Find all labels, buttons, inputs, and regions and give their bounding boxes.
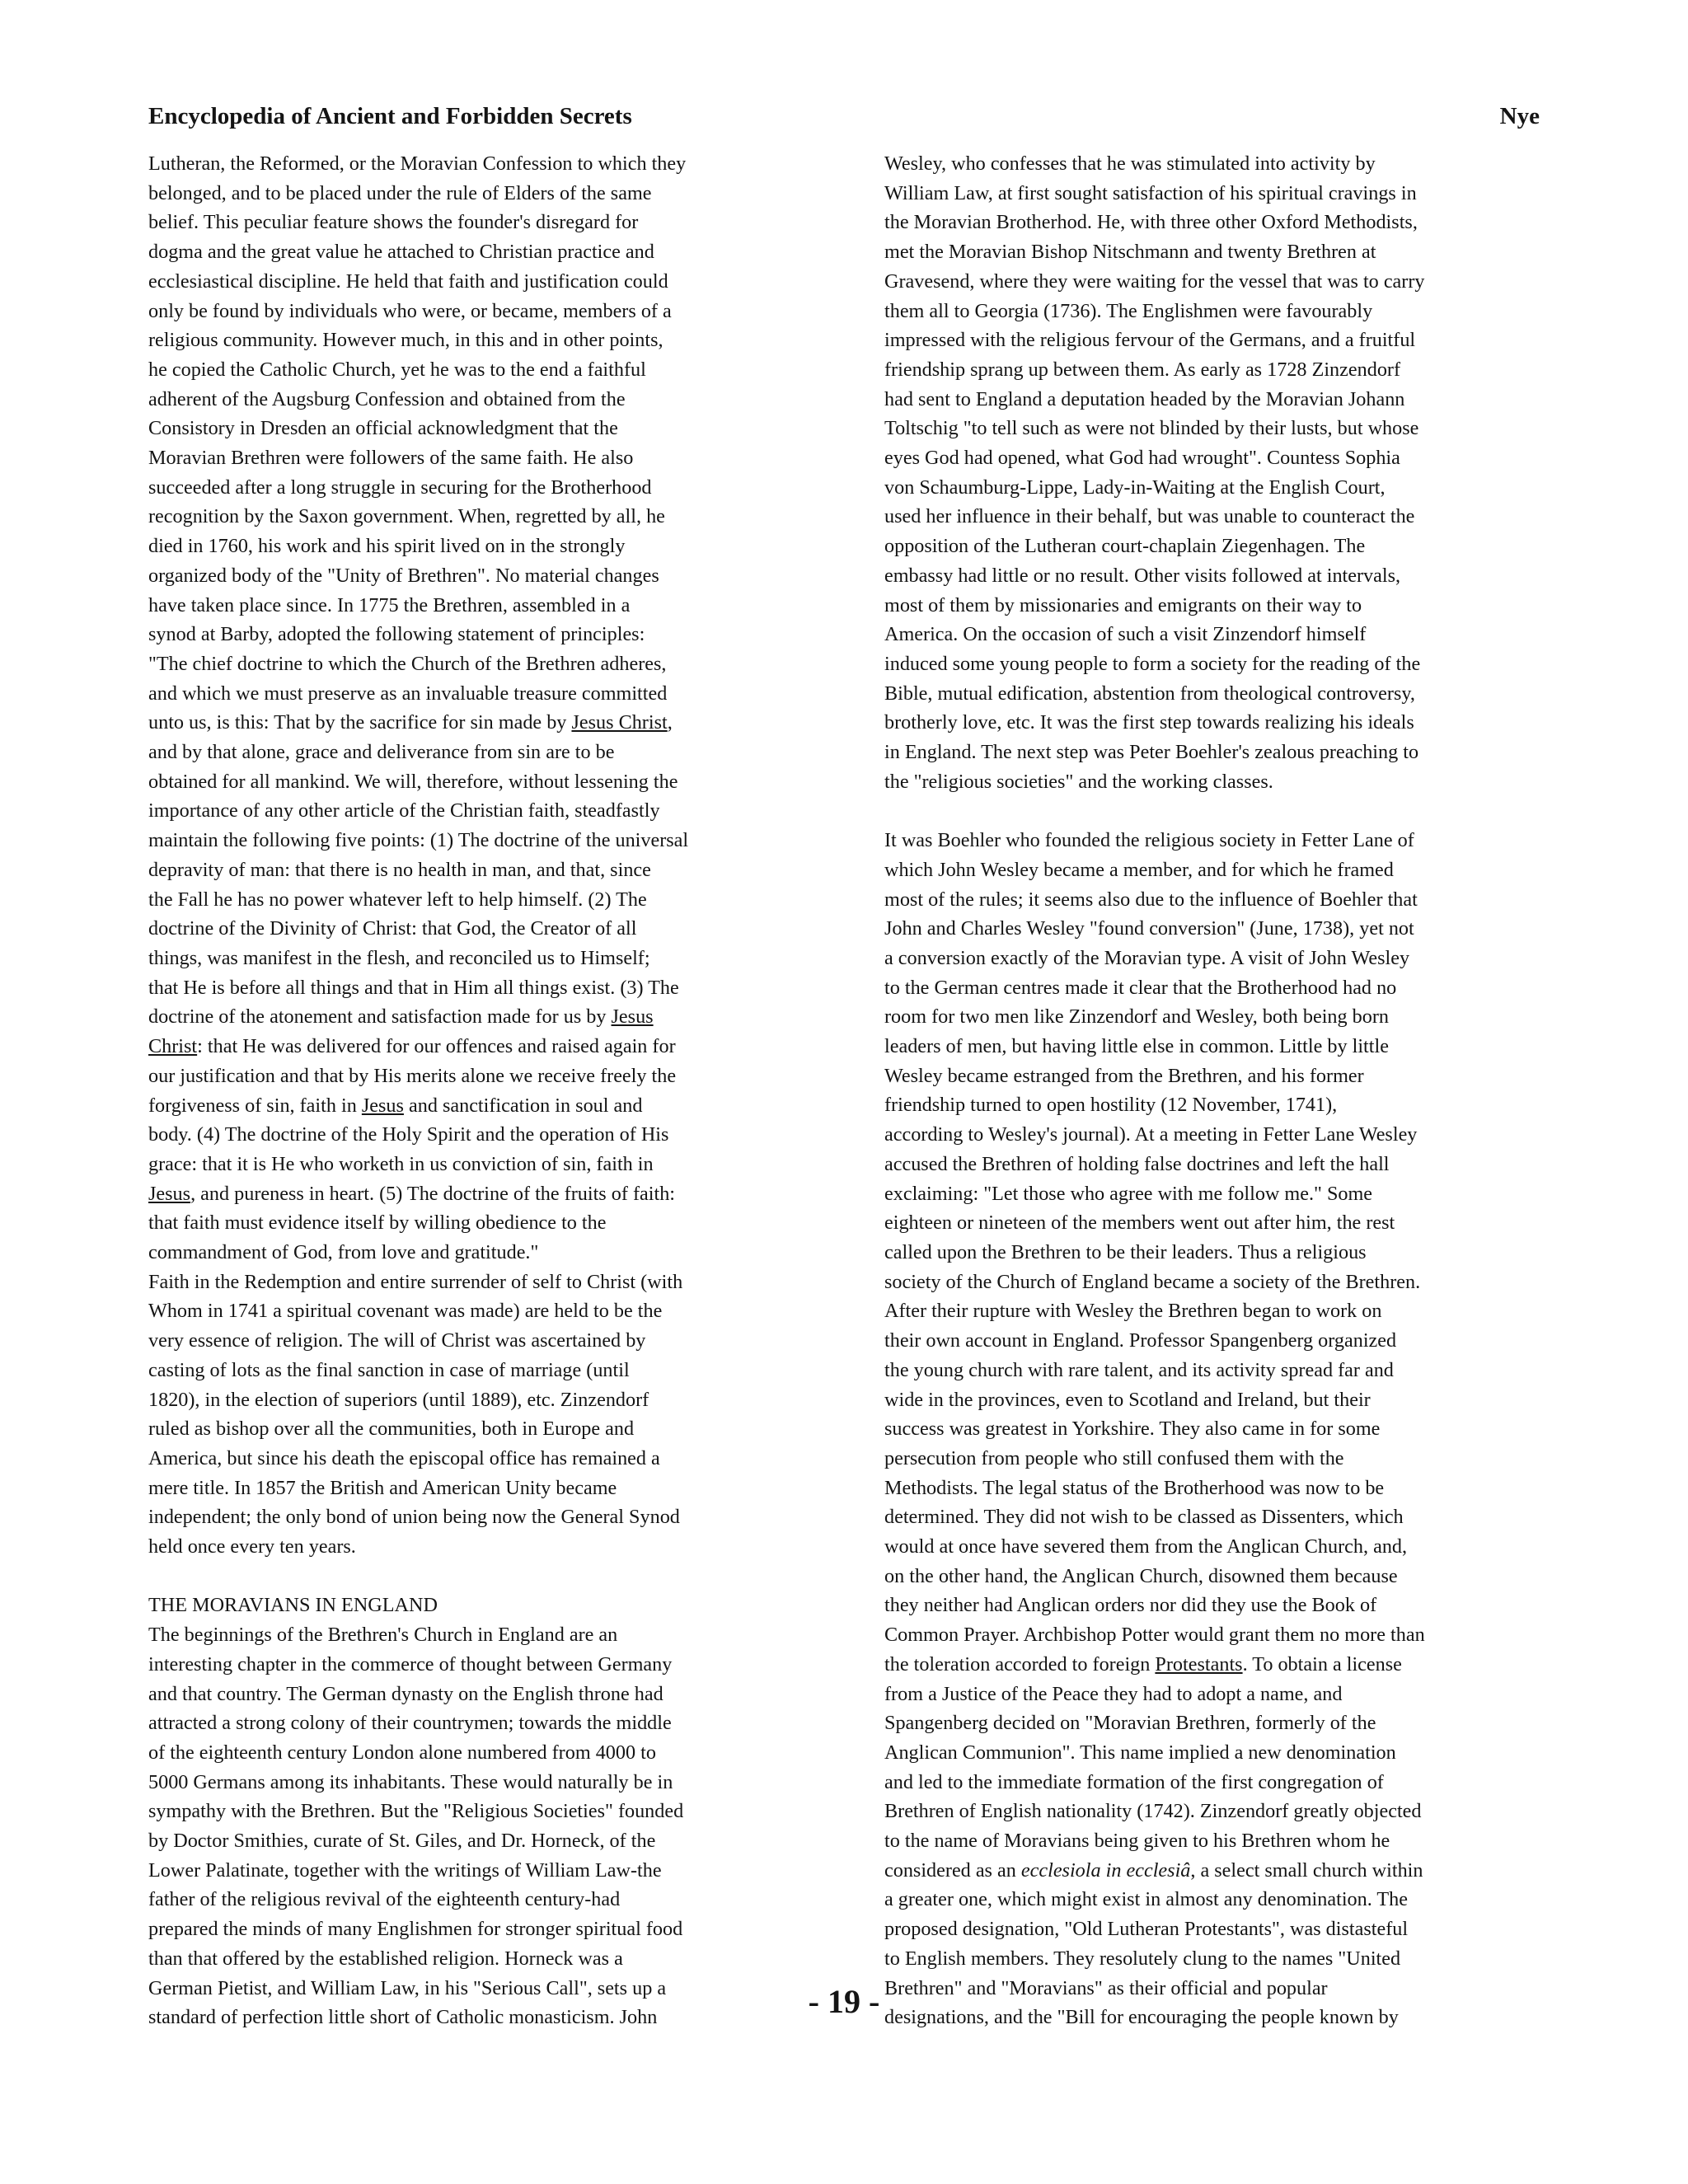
text-line: friendship sprang up between them. As early as 1728 Zinzendorf	[884, 358, 1401, 381]
italic-latin-phrase: ecclesiola in ecclesiâ	[1020, 1858, 1191, 1882]
text-line: Gravesend, where they were waiting for the vessel that was to carry	[884, 269, 1425, 293]
text-line: succeeded after a long struggle in securing for the Brotherhood	[148, 476, 652, 499]
text-line: Moravian Brethren were followers of the same faith. He also	[148, 447, 634, 470]
text-line: and led to the immediate formation of the first congregation of	[884, 1770, 1384, 1793]
text-line: persecution from people who still confused them with the	[884, 1446, 1344, 1469]
text-line: 1820), in the election of superiors (until 1889), etc. Zinzendorf	[148, 1388, 649, 1411]
text-line: prepared the minds of many Englishmen for stronger spiritual food	[148, 1918, 683, 1941]
paragraph-gap	[884, 796, 1544, 826]
text-line: leaders of men, but having little else in common. Little by little	[884, 1035, 1389, 1058]
text-line: had sent to England a deputation headed by the Moravian Johann	[884, 387, 1405, 410]
text-line: Toltschig "to tell such as were not blinded by their lusts, but whose	[884, 417, 1419, 440]
text-line: held once every ten years.	[148, 1535, 356, 1558]
text-line: met the Moravian Bishop Nitschmann and twenty Brethren at	[884, 241, 1376, 264]
text-line	[884, 1856, 1544, 1886]
text-line: room for two men like Zinzendorf and Wesley, both being born	[884, 1005, 1389, 1029]
text-line: eighteen or nineteen of the members went out after him, the rest	[884, 1212, 1395, 1235]
text-line: Brethren" and "Moravians" as their official and popular	[884, 1976, 1328, 1999]
text-line: by Doctor Smithies, curate of St. Giles, and Dr. Horneck, of the	[148, 1830, 656, 1853]
text-segment: , and pureness in heart. (5) The doctrine of the fruits of faith:	[190, 1182, 676, 1205]
text-line: a greater one, which might exist in almost any denomination. The	[884, 1888, 1408, 1911]
text-line: on the other hand, the Anglican Church, disowned them because	[884, 1564, 1398, 1587]
text-line: accused the Brethren of holding false doctrines and left the hall	[884, 1152, 1390, 1175]
text-line: and that country. The German dynasty on the English throne had	[148, 1682, 663, 1705]
text-line: mere title. In 1857 the British and American Unity became	[148, 1476, 617, 1499]
text-line: interesting chapter in the commerce of thought between Germany	[148, 1652, 673, 1675]
text-line: America. On the occasion of such a visit Zinzendorf himself	[884, 623, 1367, 646]
text-line: things, was manifest in the flesh, and reconciled us to Himself;	[148, 946, 650, 969]
text-line: religious community. However much, in this and in other points,	[148, 329, 663, 352]
text-line: induced some young people to form a society for the reading of the	[884, 652, 1421, 675]
text-segment: . To obtain a license	[1242, 1652, 1402, 1675]
text-segment: doctrine of the atonement and satisfaction made for us by	[148, 1005, 607, 1029]
text-line: 5000 Germans among its inhabitants. These would naturally be in	[148, 1770, 673, 1793]
text-line: Methodists. The legal status of the Brotherhood was now to be	[884, 1476, 1385, 1499]
text-line: them all to Georgia (1736). The Englishmen were favourably	[884, 299, 1373, 322]
paragraph-gap	[148, 1562, 799, 1591]
text-line: brotherly love, etc. It was the first step towards realizing his ideals	[884, 711, 1414, 734]
text-line: belonged, and to be placed under the rule of Elders of the same	[148, 181, 652, 204]
text-line: according to Wesley's journal). At a meeting in Fetter Lane Wesley	[884, 1123, 1418, 1146]
text-line: German Pietist, and William Law, in his "Serious Call", sets up a	[148, 1976, 667, 1999]
text-line: only be found by individuals who were, or became, members of a	[148, 299, 672, 322]
text-line: of the eighteenth century London alone numbered from 4000 to	[148, 1741, 656, 1764]
text-line: Common Prayer. Archbishop Potter would grant them no more than	[884, 1624, 1425, 1647]
text-line: would at once have severed them from the Anglican Church, and,	[884, 1535, 1408, 1558]
text-line: "The chief doctrine to which the Church of the Brethren adheres,	[148, 652, 667, 675]
text-line: grace: that it is He who worketh in us conviction of sin, faith in	[148, 1152, 654, 1175]
text-line: Lutheran, the Reformed, or the Moravian Confession to which they	[148, 152, 687, 175]
link-jesus-christ[interactable]: Jesus Christ	[571, 711, 668, 734]
text-line: society of the Church of England became a society of the Brethren.	[884, 1270, 1421, 1293]
text-line: attracted a strong colony of their countrymen; towards the middle	[148, 1712, 672, 1735]
text-line: wide in the provinces, even to Scotland and Ireland, but their	[884, 1388, 1371, 1411]
text-segment: unto us, is this: That by the sacrifice for sin made by	[148, 711, 567, 734]
text-line: he copied the Catholic Church, yet he was to the end a faithful	[148, 358, 646, 381]
text-line: to the name of Moravians being given to his Brethren whom he	[884, 1830, 1390, 1853]
text-line: Spangenberg decided on "Moravian Brethren, formerly of the	[884, 1712, 1376, 1735]
text-segment: ,	[667, 711, 673, 734]
text-line: to the German centres made it clear that the Brotherhood had no	[884, 976, 1397, 999]
text-line: very essence of religion. The will of Christ was ascertained by	[148, 1329, 646, 1352]
text-line: that He is before all things and that in Him all things exist. (3) The	[148, 976, 679, 999]
text-line: It was Boehler who founded the religious society in Fetter Lane of	[884, 829, 1414, 852]
text-segment: forgiveness of sin, faith in	[148, 1094, 357, 1117]
text-line: used her influence in their behalf, but was unable to counteract the	[884, 505, 1415, 528]
text-line: our justification and that by His merits alone we receive freely the	[148, 1064, 677, 1087]
text-line: After their rupture with Wesley the Brethren began to work on	[884, 1300, 1382, 1323]
text-line: adherent of the Augsburg Confession and obtained from the	[148, 387, 626, 410]
text-line: Anglican Communion". This name implied a new denomination	[884, 1741, 1396, 1764]
text-line: in England. The next step was Peter Boehler's zealous preaching to	[884, 741, 1419, 764]
text-line: eyes God had opened, what God had wrought". Countess Sophia	[884, 447, 1400, 470]
text-segment: , a select small church within	[1190, 1858, 1423, 1882]
text-line: success was greatest in Yorkshire. They also came in for some	[884, 1418, 1381, 1441]
text-segment: considered as an	[884, 1858, 1016, 1882]
text-line: father of the religious revival of the eighteenth century-had	[148, 1888, 621, 1911]
text-segment: the toleration accorded to foreign	[884, 1652, 1151, 1675]
text-line: called upon the Brethren to be their leaders. Thus a religious	[884, 1241, 1367, 1263]
text-line: their own account in England. Professor Spangenberg organized	[884, 1329, 1397, 1352]
text-line: impressed with the religious fervour of the Germans, and a fruitful	[884, 329, 1416, 352]
text-line: recognition by the Saxon government. When, regretted by all, he	[148, 505, 665, 528]
text-line: which John Wesley became a member, and for which he framed	[884, 858, 1394, 881]
link-christ[interactable]: Christ	[148, 1035, 198, 1058]
text-segment: : that He was delivered for our offences and raised again for	[197, 1035, 676, 1058]
running-header-author: Nye	[1499, 103, 1540, 129]
text-line: to English members. They resolutely clung to the names "United	[884, 1947, 1401, 1970]
text-line: America, but since his death the episcopal office has remained a	[148, 1446, 660, 1469]
text-line: friendship turned to open hostility (12 November, 1741),	[884, 1094, 1338, 1117]
text-line: the "religious societies" and the working classes.	[884, 770, 1273, 793]
text-line: John and Charles Wesley "found conversion" (June, 1738), yet not	[884, 917, 1414, 940]
text-line: von Schaumburg-Lippe, Lady-in-Waiting at the English Court,	[884, 476, 1386, 499]
text-line: designations, and the "Bill for encouraging the people known by	[884, 2006, 1399, 2029]
text-line: commandment of God, from love and gratitude."	[148, 1241, 539, 1264]
text-line: body. (4) The doctrine of the Holy Spirit and the operation of His	[148, 1123, 669, 1146]
text-line: independent; the only bond of union being now the General Synod	[148, 1506, 680, 1529]
section-heading: THE MORAVIANS IN ENGLAND	[148, 1594, 438, 1617]
text-line: organized body of the "Unity of Brethren". No material changes	[148, 564, 659, 587]
link-protestants[interactable]: Protestants	[1155, 1652, 1243, 1675]
text-line: the young church with rare talent, and its activity spread far and	[884, 1358, 1394, 1381]
text-line: the Fall he has no power whatever left to help himself. (2) The	[148, 888, 647, 911]
text-line	[148, 1032, 799, 1062]
text-line: opposition of the Lutheran court-chaplain Ziegenhagen. The	[884, 535, 1366, 558]
running-header-title: Encyclopedia of Ancient and Forbidden Secrets	[148, 103, 632, 129]
text-line: obtained for all mankind. We will, therefore, without lessening the	[148, 770, 678, 793]
text-line: they neither had Anglican orders nor did they use the Book of	[884, 1594, 1377, 1617]
text-line: William Law, at first sought satisfaction of his spiritual cravings in	[884, 181, 1417, 204]
text-line	[148, 1179, 799, 1209]
text-line: dogma and the great value he attached to Christian practice and	[148, 241, 654, 264]
text-segment: and sanctification in soul and	[408, 1094, 643, 1117]
text-line: synod at Barby, adopted the following statement of principles:	[148, 623, 645, 646]
text-line	[148, 2032, 799, 2062]
link-jesus[interactable]: Jesus	[611, 1005, 654, 1029]
text-line: ruled as bishop over all the communities, both in Europe and	[148, 1418, 635, 1441]
text-line: the Moravian Brotherhod. He, with three other Oxford Methodists,	[884, 211, 1418, 234]
text-line: from a Justice of the Peace they had to adopt a name, and	[884, 1682, 1343, 1705]
text-line: determined. They did not wish to be classed as Dissenters, which	[884, 1506, 1404, 1529]
text-line: sympathy with the Brethren. But the "Religious Societies" founded	[148, 1800, 684, 1823]
text-line	[884, 1650, 1544, 1680]
text-line	[148, 1091, 799, 1121]
text-line: The beginnings of the Brethren's Church in England are an	[148, 1624, 618, 1647]
text-line: Bible, mutual edification, abstention from theological controversy,	[884, 682, 1415, 705]
text-line	[148, 1002, 799, 1032]
text-line: Wesley, who confesses that he was stimulated into activity by	[884, 152, 1376, 175]
text-line: belief. This peculiar feature shows the founder's disregard for	[148, 211, 639, 234]
text-line: casting of lots as the final sanction in case of marriage (until	[148, 1358, 630, 1381]
text-line: embassy had little or no result. Other visits followed at intervals,	[884, 564, 1401, 587]
text-line: ecclesiastical discipline. He held that faith and justification could	[148, 269, 668, 293]
text-line: than that offered by the established religion. Horneck was a	[148, 1947, 623, 1970]
text-line: proposed designation, "Old Lutheran Protestants", was distasteful	[884, 1918, 1409, 1941]
text-line: standard of perfection little short of Catholic monasticism. John	[148, 2006, 658, 2029]
text-line: exclaiming: "Let those who agree with me follow me." Some	[884, 1182, 1373, 1205]
text-line: most of the rules; it seems also due to the influence of Boehler that	[884, 888, 1418, 911]
right-text-column	[884, 149, 1544, 2032]
text-line: Faith in the Redemption and entire surrender of self to Christ (with	[148, 1270, 683, 1293]
link-jesus[interactable]: Jesus	[148, 1182, 191, 1205]
text-line: died in 1760, his work and his spirit lived on in the strongly	[148, 535, 626, 558]
text-line: Lower Palatinate, together with the writings of William Law-the	[148, 1858, 662, 1882]
text-line: that faith must evidence itself by willing obedience to the	[148, 1212, 607, 1235]
text-line: and by that alone, grace and deliverance from sin are to be	[148, 741, 615, 764]
text-line: doctrine of the Divinity of Christ: that God, the Creator of all	[148, 917, 637, 940]
text-line	[148, 708, 799, 738]
left-text-column	[148, 149, 799, 2062]
text-line: maintain the following five points: (1) The doctrine of the universal	[148, 829, 689, 852]
text-line: Wesley became estranged from the Brethren, and his former	[884, 1064, 1364, 1087]
text-line: Consistory in Dresden an official acknowledgment that the	[148, 417, 618, 440]
text-line: have taken place since. In 1775 the Brethren, assembled in a	[148, 593, 631, 616]
text-line: a conversion exactly of the Moravian type. A visit of John Wesley	[884, 946, 1410, 969]
text-line: most of them by missionaries and emigrants on their way to	[884, 593, 1362, 616]
text-line: depravity of man: that there is no health in man, and that, since	[148, 858, 651, 881]
link-jesus[interactable]: Jesus	[361, 1094, 404, 1117]
text-line: and which we must preserve as an invaluable treasure committed	[148, 682, 668, 705]
page-number: - 19 -	[808, 1983, 880, 2020]
text-line: importance of any other article of the Christian faith, steadfastly	[148, 799, 660, 823]
text-line: Whom in 1741 a spiritual covenant was made) are held to be the	[148, 1300, 663, 1323]
text-line: Brethren of English nationality (1742). Zinzendorf greatly objected	[884, 1800, 1422, 1823]
